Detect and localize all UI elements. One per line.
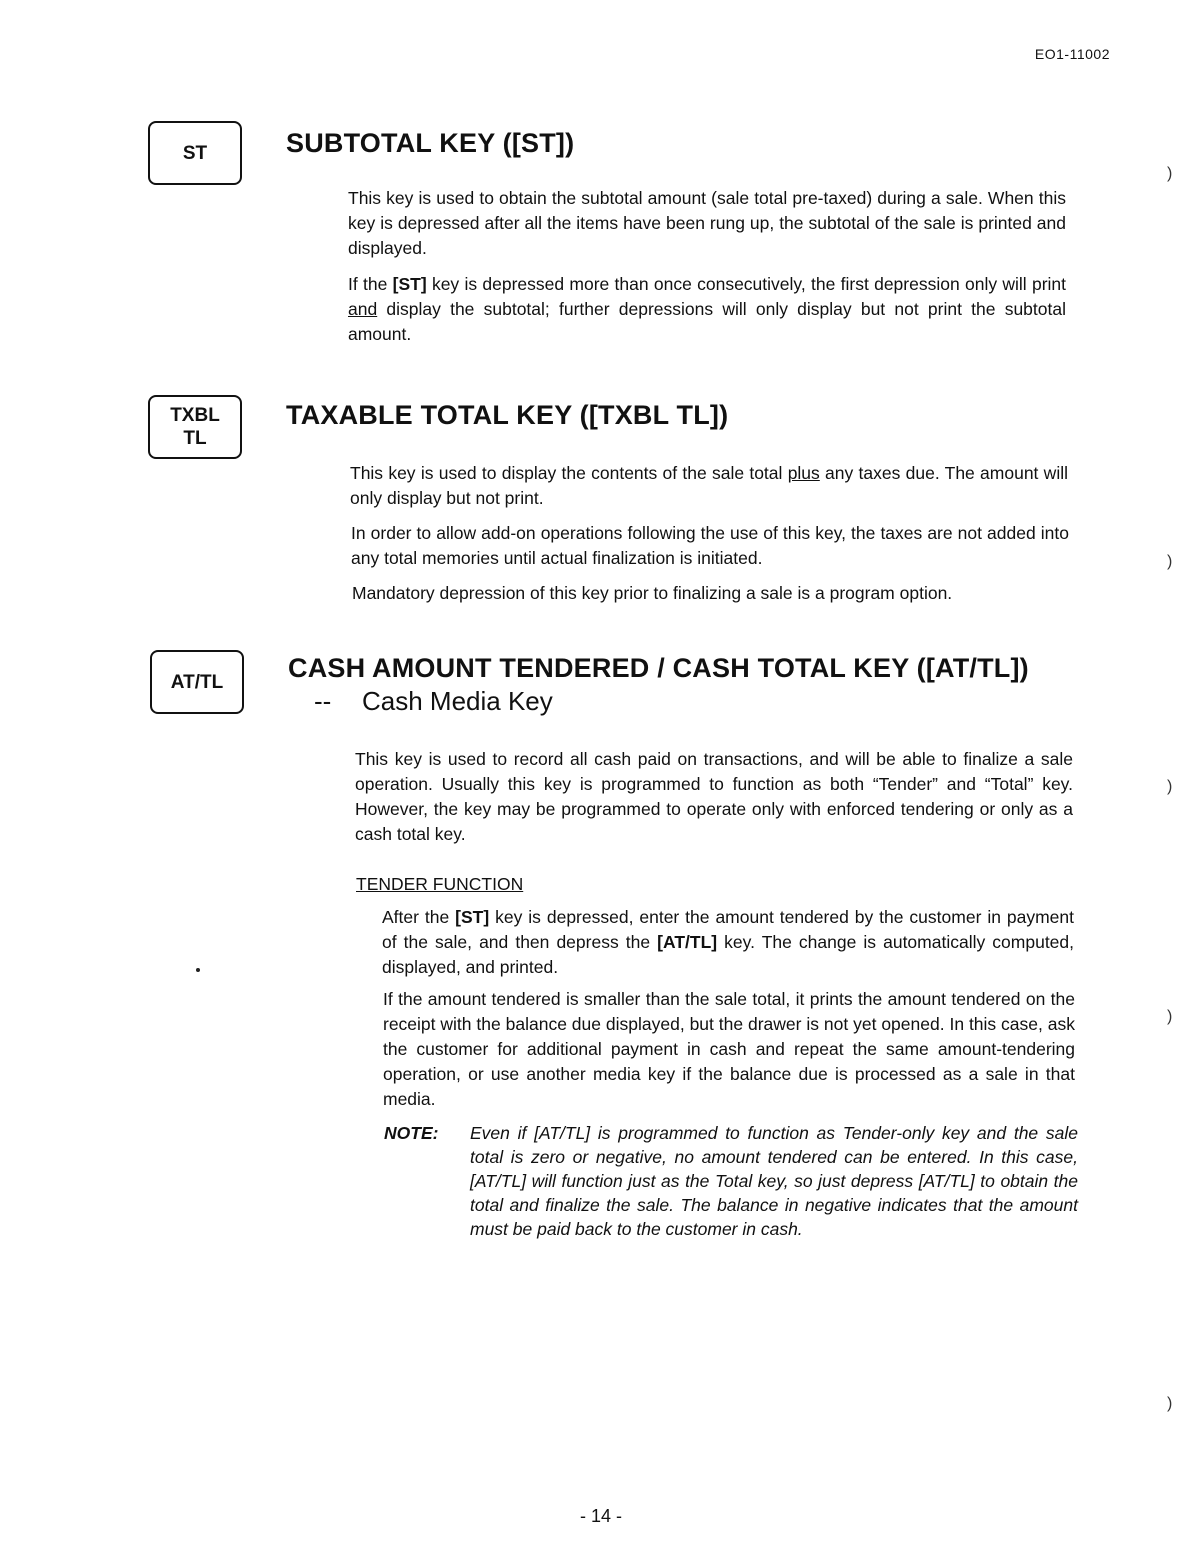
note-label: NOTE: bbox=[384, 1123, 439, 1143]
page-number: - 14 - bbox=[579, 1506, 622, 1526]
txbl-key-label-line1: TXBL bbox=[170, 405, 220, 426]
cash-paragraph-1: This key is used to record all cash paid on transactions, and will be able to finalize a sale operation. Usually this key is programmed to function as both “Tender” and “Total” key. However, the key may be programmed to operate only with enforced tendering or only as a cash total key. bbox=[355, 749, 1073, 844]
cash-total-heading: CASH AMOUNT TENDERED / CASH TOTAL KEY ([AT/TL]) bbox=[288, 653, 1029, 683]
subtotal-paragraph-1: This key is used to obtain the subtotal amount (sale total pre-taxed) during a sale. When this key is depressed after all the items have been rung up, the subtotal of the sale is printed and displayed. bbox=[348, 188, 1066, 258]
taxable-paragraph-1: This key is used to display the contents of the sale total plus any taxes due. The amount will only display but not print. bbox=[350, 463, 1068, 508]
tender-paragraph-1: After the [ST] key is depressed, enter the amount tendered by the customer in payment of the sale, and then depress the [AT/TL] key. The change is automatically computed, displayed, and printed. bbox=[382, 907, 1075, 977]
binder-mark: ) bbox=[1167, 165, 1173, 182]
binder-mark: ) bbox=[1167, 1008, 1173, 1025]
taxable-paragraph-3: Mandatory depression of this key prior to finalizing a sale is a program option. bbox=[352, 583, 953, 603]
st-key-label: ST bbox=[182, 142, 208, 164]
taxable-total-heading: TAXABLE TOTAL KEY ([TXBL TL]) bbox=[286, 400, 729, 430]
binder-mark: ) bbox=[1167, 778, 1173, 795]
txbl-tl-key-icon bbox=[148, 395, 242, 459]
document-code: EO1-11002 bbox=[1034, 46, 1110, 62]
tender-function-heading: TENDER FUNCTION bbox=[356, 874, 524, 894]
txbl-key-label-line2: TL bbox=[183, 428, 207, 449]
cash-media-subheading: -- Cash Media Key bbox=[314, 686, 553, 716]
taxable-paragraph-2: In order to allow add-on operations following the use of this key, the taxes are not added into any total memories until actual finalization is initiated. bbox=[351, 523, 1069, 568]
st-key-icon bbox=[148, 121, 242, 185]
scan-speck bbox=[196, 968, 200, 972]
note-block bbox=[384, 1121, 1078, 1241]
subtotal-paragraph-2: If the [ST] key is depressed more than once consecutively, the first depression only will print and display the subtotal; further depressions will only display but not print the subtotal amount. bbox=[348, 274, 1066, 344]
binder-mark: ) bbox=[1167, 553, 1173, 570]
at-tl-key-label: AT/TL bbox=[170, 671, 224, 693]
at-tl-key-icon bbox=[150, 650, 244, 714]
tender-paragraph-2: If the amount tendered is smaller than the sale total, it prints the amount tendered on the receipt with the balance due displayed, but the drawer is not yet opened. In this case, ask the customer for additional payment in cash and repeat the same amount-tendering operation, or use another media key if the balance due is processed as a sale in that media. bbox=[383, 989, 1075, 1109]
subtotal-heading: SUBTOTAL KEY ([ST]) bbox=[286, 128, 575, 158]
note-text: Even if [AT/TL] is programmed to function as Tender-only key and the sale total is zero or negative, no amount tendered can be entered. In this case, [AT/TL] will function just as the Total key, so just depress [AT/TL] to obtain the total and finalize the sale. The balance in negative indicates that the amount must be paid back to the customer in cash. bbox=[470, 1123, 1078, 1239]
binder-mark: ) bbox=[1167, 1395, 1173, 1412]
